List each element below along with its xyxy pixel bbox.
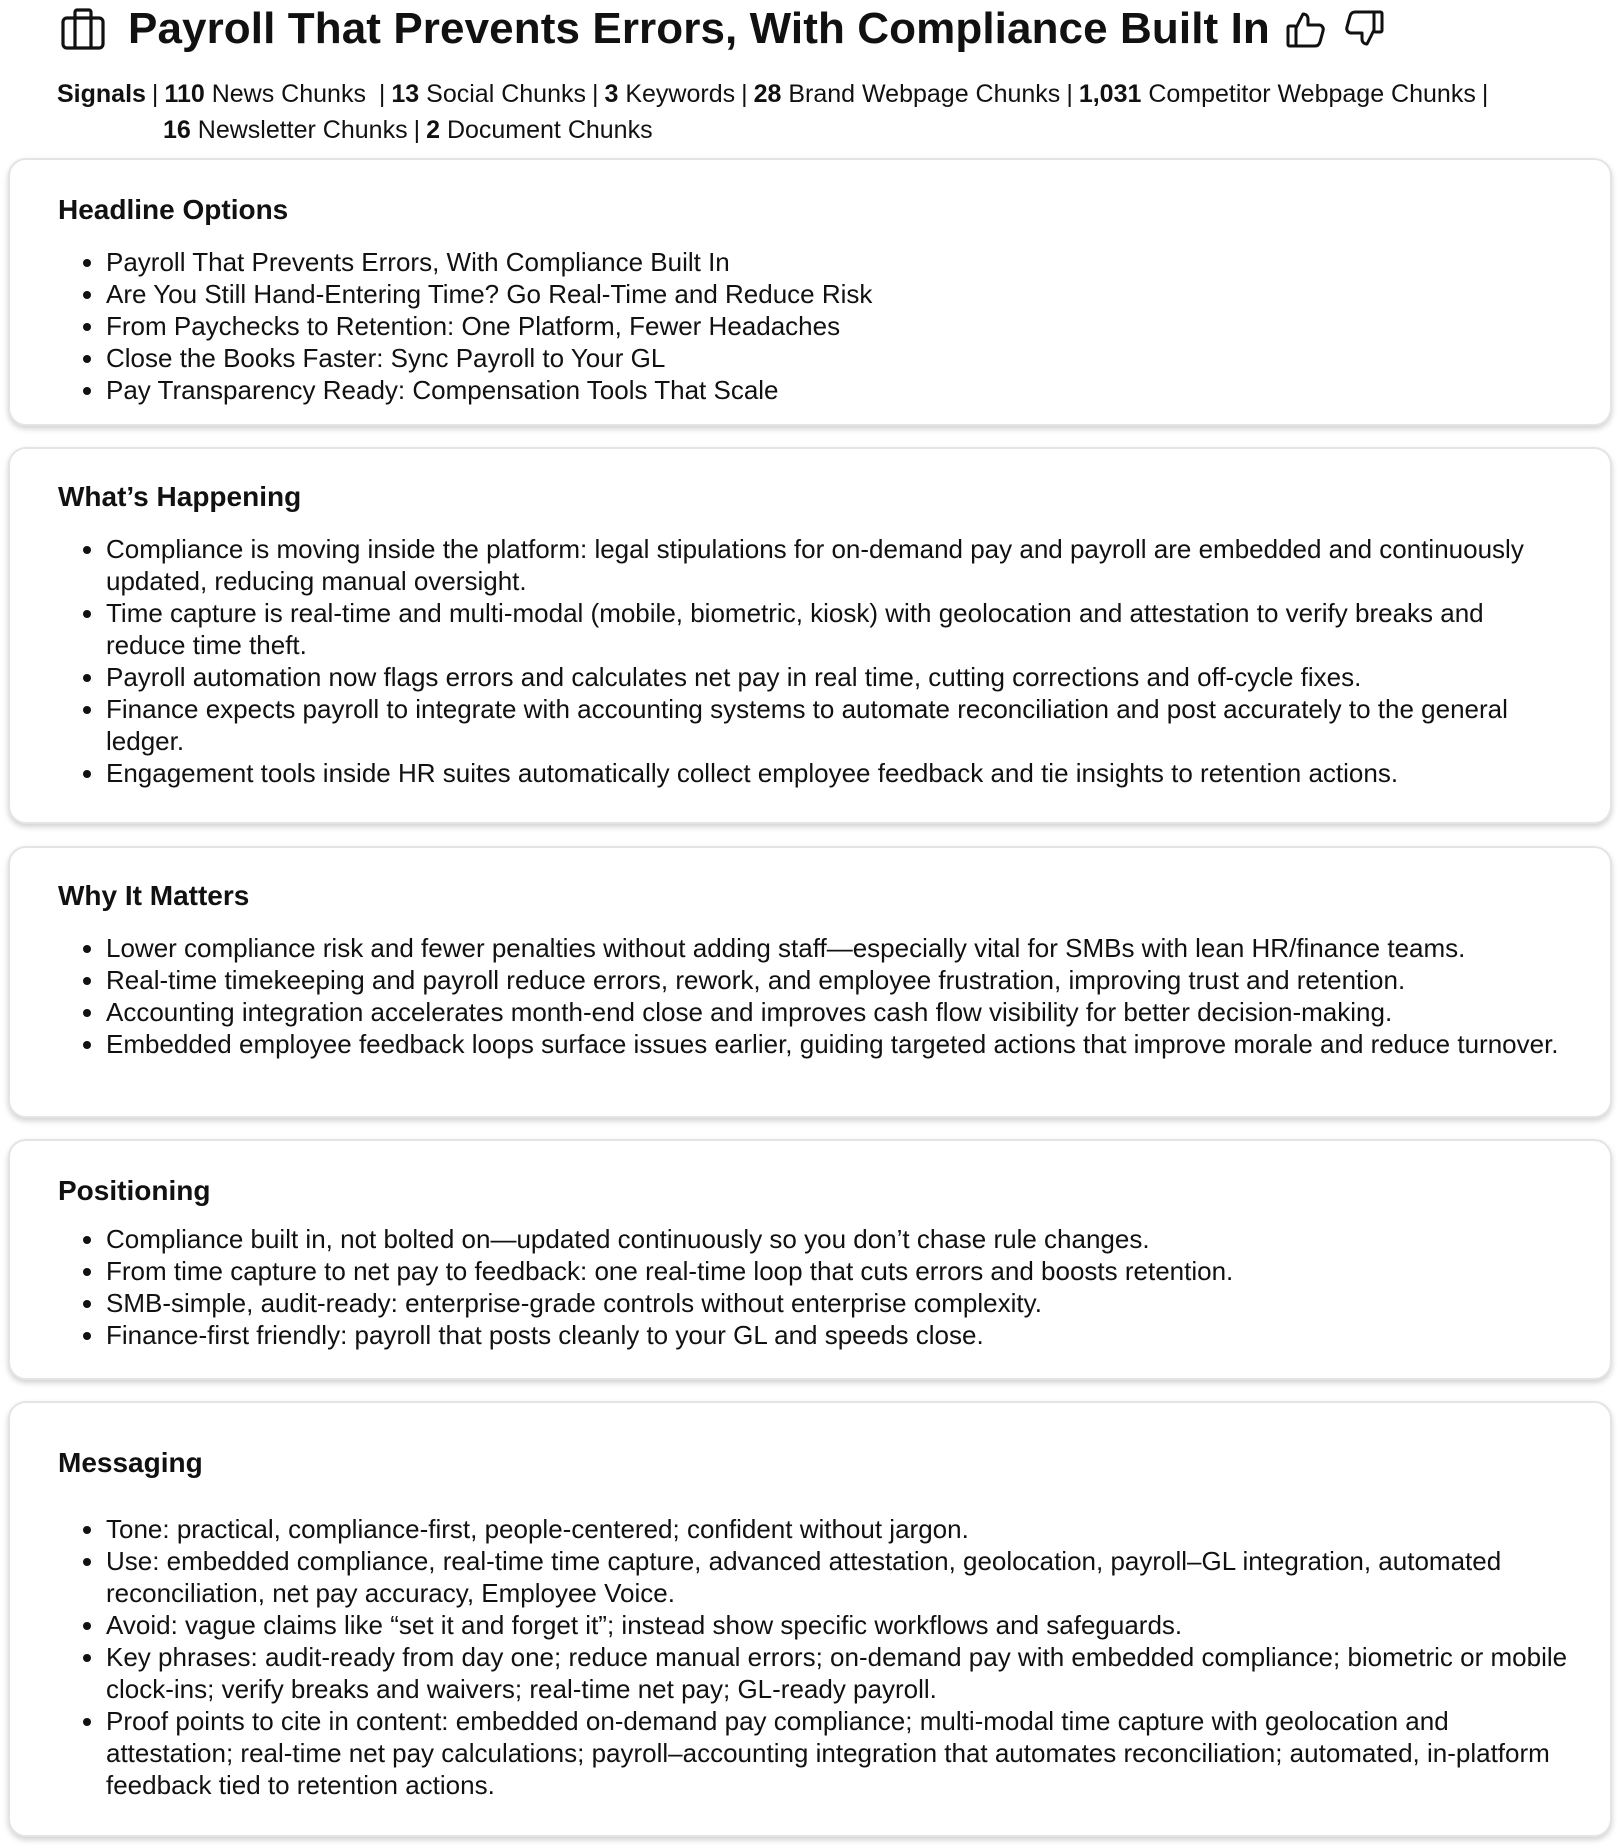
card-headline-options <box>8 158 1612 426</box>
signal-count: 2 <box>426 116 440 144</box>
list-item: • Close the Books Faster: Sync Payroll to Your GL <box>106 342 1570 374</box>
briefcase-icon <box>60 6 106 52</box>
list-item: • Pay Transparency Ready: Compensation Tools That Scale <box>106 374 1570 406</box>
title-row <box>60 4 1386 54</box>
list-item: • Embedded employee feedback loops surface issues earlier, guiding targeted actions that improve morale and reduce turnover. <box>106 1028 1570 1060</box>
list-item: • From Paychecks to Retention: One Platform, Fewer Headaches <box>106 310 1570 342</box>
list-item: • Time capture is real-time and multi-modal (mobile, biometric, kiosk) with geolocation and attestation to verify breaks and reduce time theft. <box>106 597 1570 661</box>
signal-label: Newsletter Chunks <box>197 116 408 144</box>
headline-list <box>58 246 1570 406</box>
page-title: Payroll That Prevents Errors, With Compliance Built In <box>128 4 1270 53</box>
thumbs-down-icon[interactable] <box>1342 7 1386 51</box>
list-item: • Proof points to cite in content: embedded on-demand pay compliance; multi-modal time capture with geolocation and attestation; real-time net pay calculations; payroll–accounting integration that automates reconciliation; automated, in-platform feedback tied to retention actions. <box>106 1705 1570 1801</box>
section-title: Why It Matters <box>58 880 250 911</box>
signal-count: 16 <box>163 116 191 144</box>
signal-label: Social Chunks <box>426 80 586 108</box>
signal-label: News Chunks <box>211 80 366 108</box>
list-item: • Lower compliance risk and fewer penalties without adding staff—especially vital for SMBs with lean HR/finance teams. <box>106 932 1570 964</box>
list-item: • Compliance built in, not bolted on—updated continuously so you don’t chase rule changes. <box>106 1223 1570 1255</box>
list-item: • Finance expects payroll to integrate with accounting systems to automate reconciliation and post accurately to the general ledger. <box>106 693 1570 757</box>
signal-count: 13 <box>391 80 420 108</box>
brief-header <box>0 0 1624 158</box>
signal-label: Document Chunks <box>446 116 653 144</box>
signal-label: Brand Webpage Chunks <box>788 80 1061 108</box>
signal-count: 110 <box>164 80 205 108</box>
section-title: Headline Options <box>58 194 289 225</box>
list-item: • Engagement tools inside HR suites automatically collect employee feedback and tie insights to retention actions. <box>106 757 1570 789</box>
list-item: • Key phrases: audit-ready from day one; reduce manual errors; on-demand pay with embedded compliance; biometric or mobile clock-ins; verify breaks and waivers; real-time net pay; GL-ready payroll. <box>106 1641 1570 1705</box>
card-why-it-matters <box>8 846 1612 1118</box>
card-whats-happening <box>8 447 1612 824</box>
list-item: • Tone: practical, compliance-first, people-centered; confident without jargon. <box>106 1513 1570 1545</box>
list-item: • Compliance is moving inside the platform: legal stipulations for on-demand pay and payroll are embedded and continuously updated, reducing manual oversight. <box>106 533 1570 597</box>
matters-list <box>58 932 1570 1060</box>
list-item: • Accounting integration accelerates month-end close and improves cash flow visibility for better decision-making. <box>106 996 1570 1028</box>
list-item: • Payroll That Prevents Errors, With Compliance Built In <box>106 246 1570 278</box>
section-title: Messaging <box>58 1447 203 1478</box>
signals-summary: Signals | 110 News Chunks | 13 Social Chunks | 3 Keywords | 28 Brand Webpage Chunks | 1,031 Competitor Webpage Chunks | 16 Newsletter Chunks | 2 Document Chunks <box>57 80 1489 144</box>
card-messaging <box>8 1401 1612 1837</box>
section-title: Positioning <box>58 1175 211 1206</box>
signal-count: 28 <box>753 80 782 108</box>
signals-label: Signals <box>57 80 146 108</box>
happening-list <box>58 533 1570 789</box>
section-title: What’s Happening <box>58 481 302 512</box>
messaging-list <box>58 1513 1570 1801</box>
signal-count: 1,031 <box>1078 80 1142 108</box>
list-item: • From time capture to net pay to feedback: one real-time loop that cuts errors and boosts retention. <box>106 1255 1570 1287</box>
positioning-list <box>58 1223 1570 1351</box>
card-positioning <box>8 1139 1612 1380</box>
list-item: • Are You Still Hand-Entering Time? Go Real-Time and Reduce Risk <box>106 278 1570 310</box>
list-item: • Finance-first friendly: payroll that posts cleanly to your GL and speeds close. <box>106 1319 1570 1351</box>
thumbs-up-icon[interactable] <box>1284 7 1328 51</box>
list-item: • Avoid: vague claims like “set it and forget it”; instead show specific workflows and safeguards. <box>106 1609 1570 1641</box>
list-item: • Payroll automation now flags errors and calculates net pay in real time, cutting corrections and off-cycle fixes. <box>106 661 1570 693</box>
signal-label: Competitor Webpage Chunks <box>1148 80 1476 108</box>
list-item: • SMB-simple, audit-ready: enterprise-grade controls without enterprise complexity. <box>106 1287 1570 1319</box>
list-item: • Real-time timekeeping and payroll reduce errors, rework, and employee frustration, improving trust and retention. <box>106 964 1570 996</box>
list-item: • Use: embedded compliance, real-time time capture, advanced attestation, geolocation, payroll–GL integration, automated reconciliation, net pay accuracy, Employee Voice. <box>106 1545 1570 1609</box>
signal-label: Keywords <box>625 80 736 108</box>
signal-count: 3 <box>604 80 619 108</box>
